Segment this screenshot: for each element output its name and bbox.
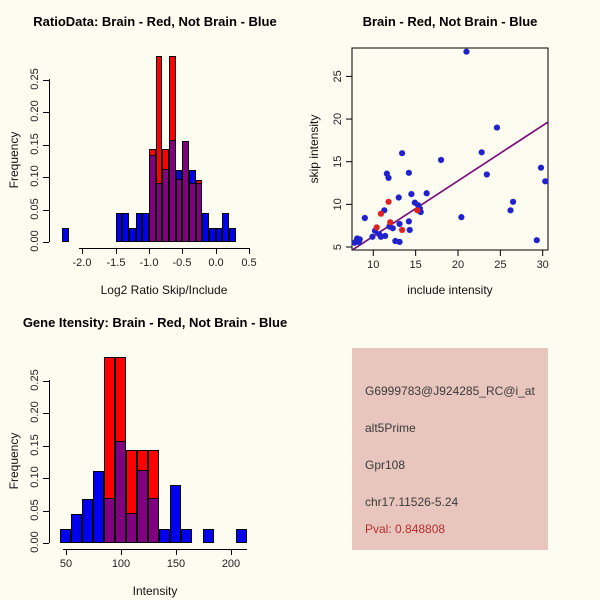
y-tick-label: 0.05 xyxy=(29,499,41,521)
hist-bar xyxy=(222,213,229,242)
hist-bar xyxy=(104,357,115,543)
y-axis-tick xyxy=(43,511,49,512)
blue-data-point xyxy=(407,227,413,233)
blue-data-point xyxy=(484,171,490,177)
hist-bar xyxy=(93,471,104,543)
x-axis-tick xyxy=(121,549,122,555)
hist-bar-overlap xyxy=(138,470,147,542)
blue-data-point xyxy=(479,149,485,155)
hist-bar-overlap xyxy=(127,513,136,542)
blue-data-point xyxy=(352,240,358,246)
blue-data-point xyxy=(408,191,414,197)
y-axis-tick xyxy=(43,80,49,81)
hist-bar xyxy=(182,141,189,242)
hist-bar xyxy=(169,56,176,242)
blue-data-point xyxy=(494,124,500,130)
red-data-point xyxy=(385,199,391,205)
hist-bar xyxy=(209,228,216,242)
blue-data-point xyxy=(507,207,513,213)
hist-bar xyxy=(115,357,126,543)
fit-line xyxy=(353,122,549,250)
hist-bar-overlap xyxy=(105,498,114,542)
x-tick-label: -1.5 xyxy=(106,257,126,269)
hist-bar xyxy=(181,529,192,543)
gene-info-panel xyxy=(352,348,548,550)
blue-data-point xyxy=(406,218,412,224)
blue-data-point xyxy=(399,150,405,156)
hist-bar xyxy=(203,529,214,543)
x-tick-label: 200 xyxy=(221,558,241,570)
blue-data-point xyxy=(362,215,368,221)
hist-bar-overlap xyxy=(197,183,201,241)
ratio-hist-xlabel: Log2 Ratio Skip/Include xyxy=(100,283,228,297)
blue-data-point xyxy=(385,175,391,181)
red-data-point xyxy=(414,207,420,213)
blue-data-point xyxy=(378,234,384,240)
x-axis-tick xyxy=(116,248,117,254)
hist-bar xyxy=(71,514,82,543)
probe-id-text: G6999783@J924285_RC@i_at xyxy=(365,384,535,398)
y-axis-tick xyxy=(43,413,49,414)
gene-hist-title: Gene Itensity: Brain - Red, Not Brain - Blue xyxy=(22,315,288,330)
plot-box xyxy=(352,48,548,250)
scatter-plot xyxy=(332,42,556,271)
y-axis-line xyxy=(49,79,50,242)
blue-data-point xyxy=(406,170,412,176)
red-data-point xyxy=(374,224,380,230)
hist-bar xyxy=(62,228,69,242)
hist-bar xyxy=(202,213,209,242)
hist-bar-overlap xyxy=(163,169,168,241)
y-axis-tick xyxy=(43,543,49,544)
x-tick-label: -0.5 xyxy=(172,257,192,269)
splice-type-text: alt5Prime xyxy=(365,421,416,435)
y-tick-label: 0.25 xyxy=(29,369,41,391)
y-axis-line xyxy=(49,380,50,543)
x-axis-tick xyxy=(66,549,67,555)
x-tick-label: 15 xyxy=(409,259,422,271)
hist-bar-overlap xyxy=(150,155,155,241)
hist-bar xyxy=(148,450,159,543)
x-axis-tick xyxy=(249,248,250,254)
blue-data-point xyxy=(538,165,544,171)
x-tick-label: 0.5 xyxy=(241,257,257,269)
hist-bar xyxy=(189,170,196,242)
hist-bar xyxy=(149,149,156,242)
y-tick-label: 0.25 xyxy=(29,68,41,90)
x-tick-label: 0.0 xyxy=(208,257,224,269)
x-tick-label: 100 xyxy=(111,558,131,570)
hist-bar xyxy=(229,228,236,242)
y-tick-label: 0.20 xyxy=(29,401,41,423)
y-tick-label: 0.15 xyxy=(29,133,41,155)
blue-data-point xyxy=(458,214,464,220)
scatter-title: Brain - Red, Not Brain - Blue xyxy=(362,14,538,29)
ratio-hist-ylabel: Frequency xyxy=(7,131,21,189)
scatter-xlabel: include intensity xyxy=(407,283,493,297)
x-tick-label: 30 xyxy=(536,259,549,271)
x-axis-tick xyxy=(149,248,150,254)
gene-hist-ylabel: Frequency xyxy=(7,432,21,490)
y-tick-label: 0.00 xyxy=(29,531,41,553)
y-axis-tick xyxy=(43,145,49,146)
red-data-point xyxy=(399,227,405,233)
scatter-ylabel: skip intensity xyxy=(307,114,321,184)
x-tick-label: -2.0 xyxy=(72,257,92,269)
y-tick-label: 0.10 xyxy=(29,165,41,187)
hist-bar xyxy=(129,228,136,242)
hist-bar xyxy=(60,529,71,543)
gene-hist-xlabel: Intensity xyxy=(132,584,178,598)
hist-bar xyxy=(122,213,129,242)
y-tick-label: 0.20 xyxy=(29,100,41,122)
hist-bar xyxy=(162,149,169,242)
x-axis-tick xyxy=(216,248,217,254)
blue-data-point xyxy=(396,221,402,227)
hist-bar xyxy=(137,450,148,543)
hist-bar xyxy=(82,499,93,543)
hist-bar-overlap xyxy=(149,498,158,542)
blue-data-point xyxy=(542,178,548,184)
y-axis-tick xyxy=(43,446,49,447)
x-axis-line xyxy=(63,549,247,550)
blue-data-point xyxy=(534,237,540,243)
x-tick-label: 10 xyxy=(367,259,380,271)
hist-bar xyxy=(159,529,170,543)
hist-bar xyxy=(170,485,181,543)
gene-name-text: Gpr108 xyxy=(365,458,406,472)
hist-bar xyxy=(126,450,137,543)
y-axis-tick xyxy=(43,112,49,113)
blue-data-point xyxy=(463,49,469,55)
y-tick-label: 25 xyxy=(332,70,344,83)
blue-data-point xyxy=(396,239,402,245)
blue-data-point xyxy=(390,225,396,231)
hist-bar-overlap xyxy=(116,441,125,542)
ratio-hist-title: RatioData: Brain - Red, Not Brain - Blue xyxy=(33,14,277,29)
blue-data-point xyxy=(396,194,402,200)
x-tick-label: 20 xyxy=(451,259,465,271)
red-data-point xyxy=(378,211,384,217)
blue-data-point xyxy=(369,234,375,240)
y-axis-tick xyxy=(43,242,49,243)
pval-text: Pval: 0.848808 xyxy=(365,522,446,536)
y-tick-label: 20 xyxy=(332,112,344,126)
y-tick-label: 0.10 xyxy=(29,466,41,488)
x-axis-tick xyxy=(82,248,83,254)
y-tick-label: 15 xyxy=(332,155,344,168)
hist-bar xyxy=(142,213,149,242)
y-axis-tick xyxy=(43,210,49,211)
x-tick-label: 25 xyxy=(494,259,507,271)
x-axis-tick xyxy=(182,248,183,254)
hist-bar-overlap xyxy=(170,140,175,241)
x-axis-tick xyxy=(231,549,232,555)
blue-data-point xyxy=(424,190,430,196)
y-tick-label: 0.00 xyxy=(29,230,41,252)
y-tick-label: 0.15 xyxy=(29,434,41,456)
x-tick-label: -1.0 xyxy=(139,257,159,269)
y-tick-label: 5 xyxy=(332,243,344,251)
blue-data-point xyxy=(510,199,516,205)
y-axis-tick xyxy=(43,478,49,479)
x-axis-tick xyxy=(176,549,177,555)
x-tick-label: 150 xyxy=(166,558,186,570)
y-axis-tick xyxy=(43,177,49,178)
y-tick-label: 0.05 xyxy=(29,198,41,220)
blue-data-point xyxy=(438,157,444,163)
hist-bar-overlap xyxy=(157,183,161,241)
y-tick-label: 10 xyxy=(332,198,344,211)
hist-bar xyxy=(236,529,247,543)
locus-text: chr17.11526-5.24 xyxy=(365,495,459,509)
x-axis-line xyxy=(79,248,249,249)
x-tick-label: 50 xyxy=(59,558,73,570)
y-axis-tick xyxy=(43,381,49,382)
red-data-point xyxy=(387,219,393,225)
hist-bar-overlap xyxy=(190,183,195,241)
hist-bar-overlap xyxy=(177,179,181,241)
